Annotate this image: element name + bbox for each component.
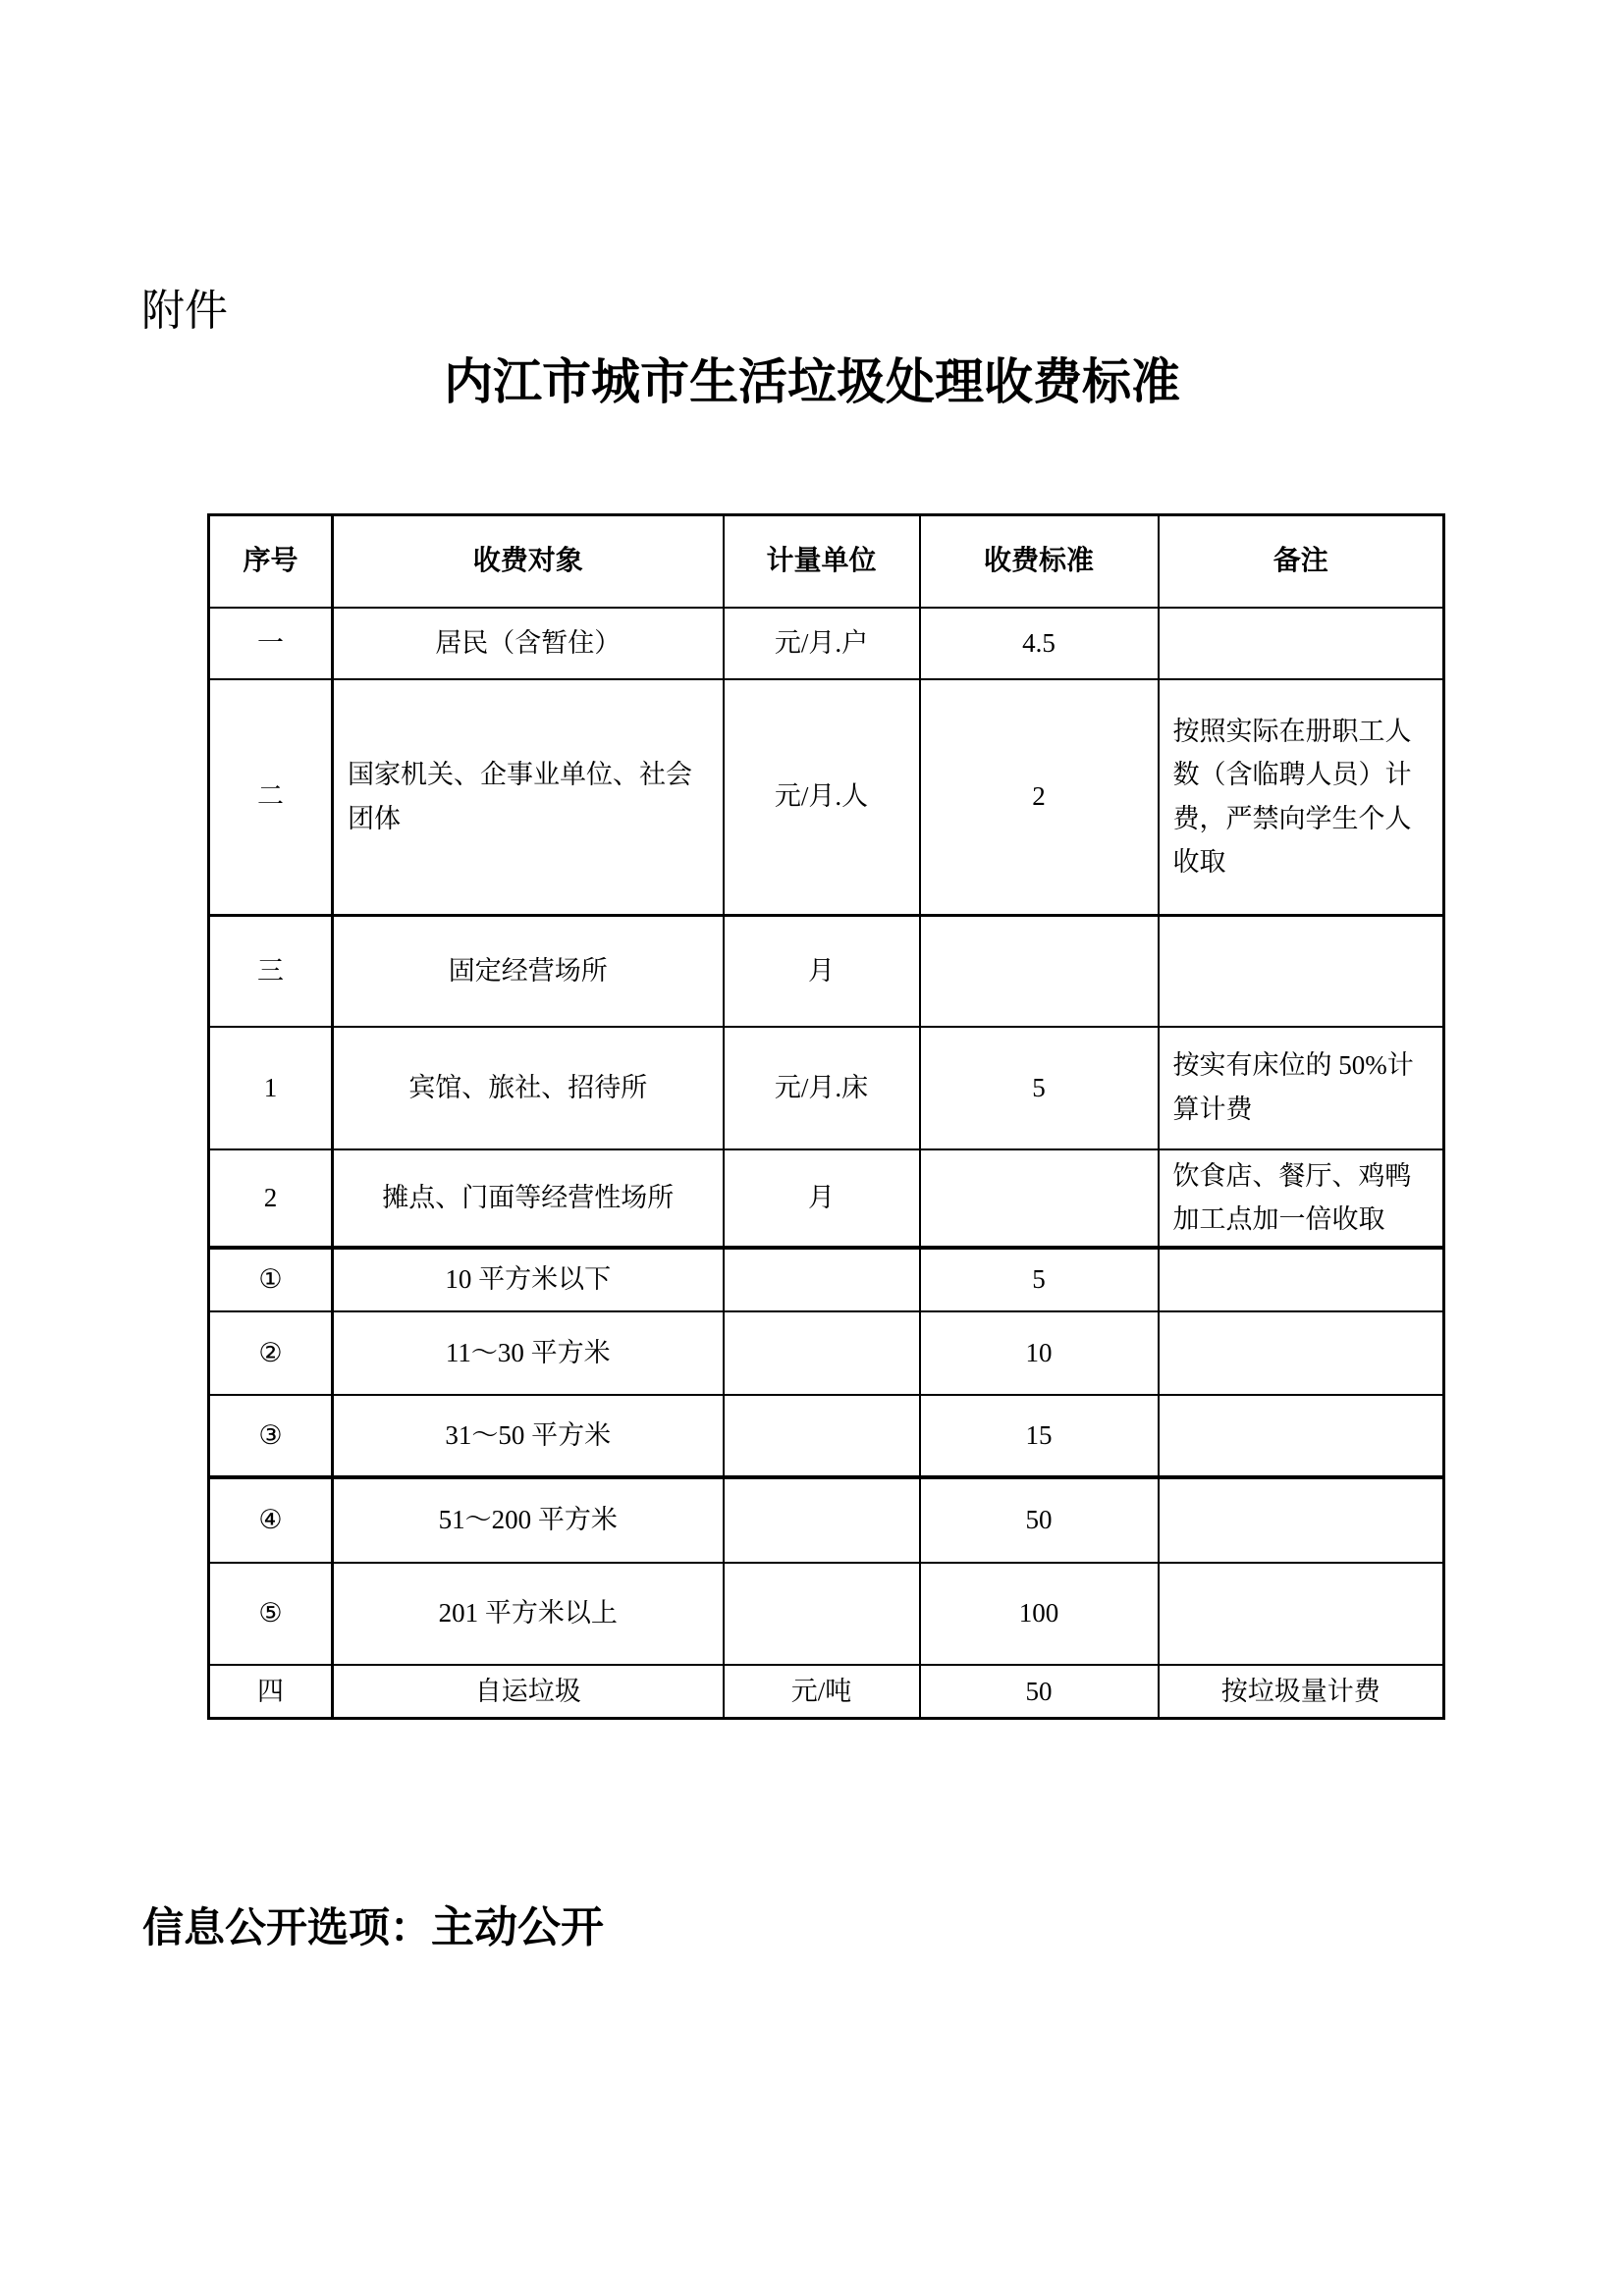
cell-remarks: 按垃圾量计费	[1159, 1665, 1444, 1719]
cell-fee-standard: 5	[920, 1027, 1159, 1149]
cell-fee-target: 11～30 平方米	[333, 1311, 724, 1395]
document-title: 内江市城市生活垃圾处理收费标准	[444, 354, 1180, 409]
cell-measure-unit	[724, 1563, 920, 1665]
table-row	[209, 1395, 1444, 1477]
cell-serial-number: ①	[209, 1248, 333, 1311]
table-row	[209, 679, 1444, 916]
cell-fee-target: 201 平方米以上	[333, 1563, 724, 1665]
cell-serial-number: 1	[209, 1027, 333, 1149]
cell-fee-standard	[920, 1149, 1159, 1248]
cell-fee-standard: 100	[920, 1563, 1159, 1665]
cell-measure-unit	[724, 1477, 920, 1563]
cell-serial-number: ⑤	[209, 1563, 333, 1665]
table-row	[209, 1563, 1444, 1665]
table-row	[209, 916, 1444, 1027]
attachment-label: 附件	[141, 287, 228, 335]
table-row	[209, 1665, 1444, 1719]
table-row	[209, 1027, 1444, 1149]
cell-remarks	[1159, 1563, 1444, 1665]
cell-fee-standard: 50	[920, 1665, 1159, 1719]
cell-fee-standard	[920, 916, 1159, 1027]
cell-fee-standard: 5	[920, 1248, 1159, 1311]
table-row	[209, 1477, 1444, 1563]
cell-fee-standard: 10	[920, 1311, 1159, 1395]
cell-fee-target: 自运垃圾	[333, 1665, 724, 1719]
table-row	[209, 1248, 1444, 1311]
header-serial-number: 序号	[209, 515, 333, 608]
cell-fee-target: 10 平方米以下	[333, 1248, 724, 1311]
cell-fee-target: 国家机关、企事业单位、社会团体	[333, 679, 724, 916]
cell-measure-unit: 元/月.人	[724, 679, 920, 916]
cell-serial-number: 2	[209, 1149, 333, 1248]
cell-measure-unit	[724, 1395, 920, 1477]
table-row	[209, 1149, 1444, 1248]
cell-fee-target: 宾馆、旅社、招待所	[333, 1027, 724, 1149]
cell-measure-unit: 月	[724, 916, 920, 1027]
cell-fee-target: 固定经营场所	[333, 916, 724, 1027]
cell-serial-number: 四	[209, 1665, 333, 1719]
fee-standard-table	[207, 513, 1445, 1720]
cell-fee-target: 摊点、门面等经营性场所	[333, 1149, 724, 1248]
cell-fee-target: 居民（含暂住）	[333, 608, 724, 679]
cell-remarks	[1159, 1395, 1444, 1477]
cell-measure-unit: 元/月.床	[724, 1027, 920, 1149]
cell-serial-number: 三	[209, 916, 333, 1027]
cell-serial-number: ③	[209, 1395, 333, 1477]
cell-serial-number: 一	[209, 608, 333, 679]
cell-fee-target: 31～50 平方米	[333, 1395, 724, 1477]
cell-measure-unit: 月	[724, 1149, 920, 1248]
disclosure-option-value: 主动公开	[431, 1903, 605, 1951]
disclosure-option-label: 信息公开选项：	[142, 1904, 432, 1950]
table-row	[209, 1311, 1444, 1395]
cell-measure-unit: 元/月.户	[724, 608, 920, 679]
header-fee-standard: 收费标准	[920, 515, 1159, 608]
cell-remarks	[1159, 1248, 1444, 1311]
cell-remarks: 饮食店、餐厅、鸡鸭加工点加一倍收取	[1159, 1149, 1444, 1248]
cell-fee-target: 51～200 平方米	[333, 1477, 724, 1563]
cell-measure-unit	[724, 1311, 920, 1395]
cell-fee-standard: 4.5	[920, 608, 1159, 679]
cell-remarks	[1159, 1311, 1444, 1395]
cell-remarks	[1159, 1477, 1444, 1563]
cell-measure-unit	[724, 1248, 920, 1311]
cell-serial-number: 二	[209, 679, 333, 916]
header-measure-unit: 计量单位	[724, 515, 920, 608]
cell-measure-unit: 元/吨	[724, 1665, 920, 1719]
header-remarks: 备注	[1159, 515, 1444, 608]
cell-fee-standard: 15	[920, 1395, 1159, 1477]
disclosure-option-line	[142, 1902, 604, 1954]
table-header-row	[209, 515, 1444, 608]
cell-fee-standard: 50	[920, 1477, 1159, 1563]
table-row	[209, 608, 1444, 679]
cell-remarks	[1159, 608, 1444, 679]
cell-serial-number: ②	[209, 1311, 333, 1395]
header-fee-target: 收费对象	[333, 515, 724, 608]
cell-remarks	[1159, 916, 1444, 1027]
cell-remarks: 按照实际在册职工人数（含临聘人员）计费，严禁向学生个人收取	[1159, 679, 1444, 916]
cell-fee-standard: 2	[920, 679, 1159, 916]
cell-remarks: 按实有床位的 50%计算计费	[1159, 1027, 1444, 1149]
cell-serial-number: ④	[209, 1477, 333, 1563]
